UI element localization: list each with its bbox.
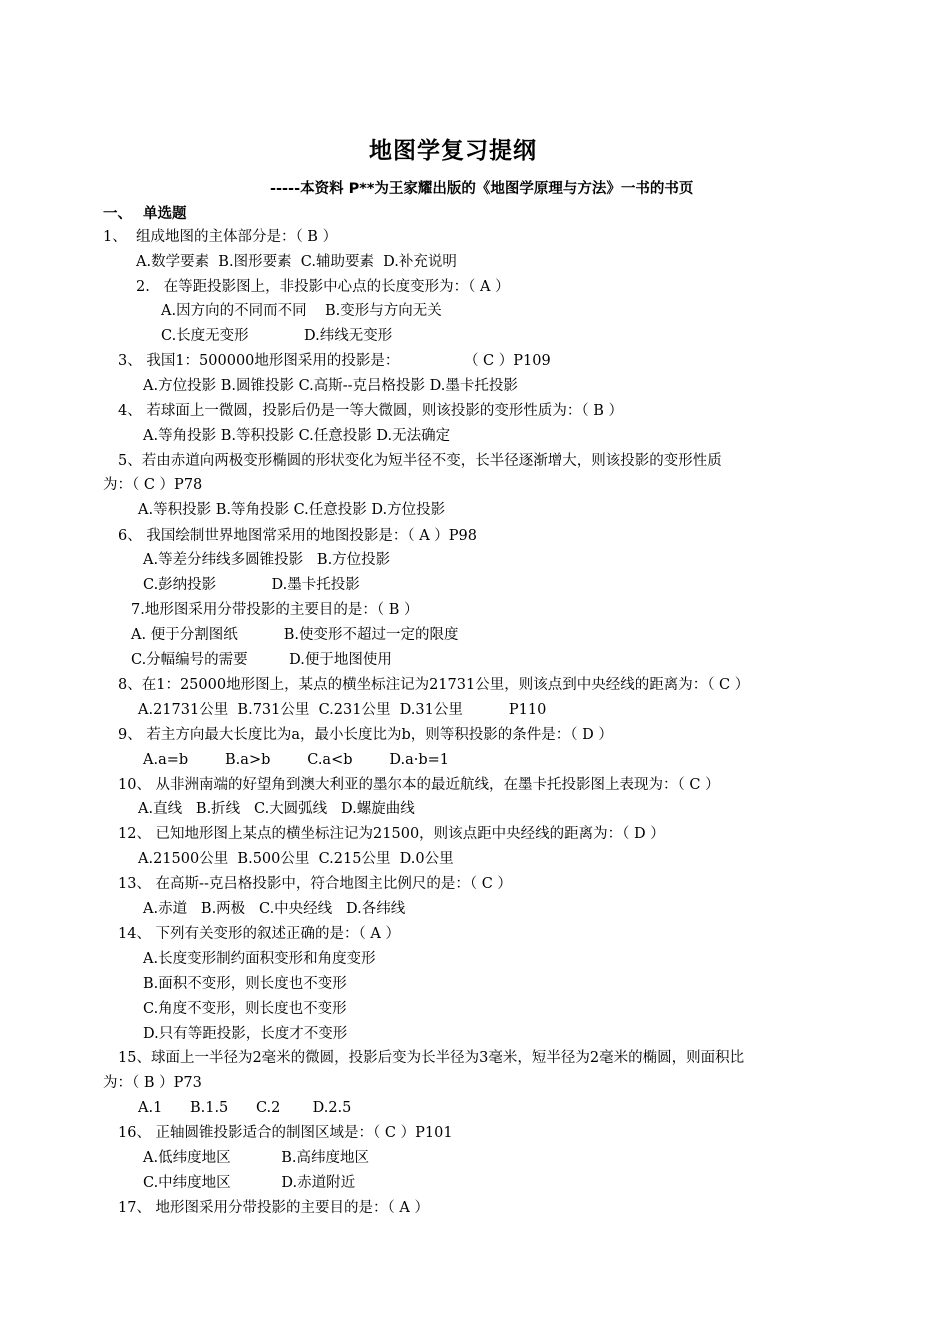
section-label: 单选题 — [143, 206, 187, 222]
question-line: 为：（ B ）P73 — [103, 1075, 202, 1091]
option-line: C.角度不变形，则长度也不变形 — [143, 1001, 347, 1017]
option-line: A.等积投影 B.等角投影 C.任意投影 D.方位投影 — [138, 502, 446, 518]
section-number: 一、 — [103, 206, 132, 222]
question-line: 4、 若球面上一微圆，投影后仍是一等大微圆，则该投影的变形性质为：（ B ） — [118, 403, 623, 419]
question-line: 13、 在高斯--克吕格投影中，符合地图主比例尺的是：（ C ） — [118, 876, 512, 892]
option-line: A.长度变形制约面积变形和角度变形 — [143, 951, 376, 967]
question-line: 14、 下列有关变形的叙述正确的是：（ A ） — [118, 926, 400, 942]
option-line: C.分幅编号的需要 D.便于地图使用 — [131, 652, 392, 668]
option-line: A.直线 B.折线 C.大圆弧线 D.螺旋曲线 — [138, 801, 415, 817]
option-line: A.21731公里 B.731公里 C.231公里 D.31公里 P110 — [138, 702, 547, 718]
option-line: A.低纬度地区 B.高纬度地区 — [143, 1150, 370, 1166]
option-line: A.赤道 B.两极 C.中央经线 D.各纬线 — [143, 901, 406, 917]
question-line: 8、在1：25000地形图上，某点的横坐标注记为21731公里，则该点到中央经线的距离为：（ C ） — [118, 677, 750, 693]
question-line: 12、 已知地形图上某点的横坐标注记为21500，则该点距中央经线的距离为：（ D ） — [118, 826, 665, 842]
question-line: 15、球面上一半径为2毫米的微圆，投影后变为长半径为3毫米，短半径为2毫米的椭圆，则面积比 — [118, 1050, 745, 1066]
question-line: 9、 若主方向最大长度比为a，最小长度比为b，则等积投影的条件是：（ D ） — [118, 727, 613, 743]
option-line: A.21500公里 B.500公里 C.215公里 D.0公里 — [138, 851, 454, 867]
option-line: D.只有等距投影，长度才不变形 — [143, 1026, 348, 1042]
question-line: 10、 从非洲南端的好望角到澳大利亚的墨尔本的最近航线，在墨卡托投影图上表现为：（ C ） — [118, 777, 720, 793]
option-line: C.彭纳投影 D.墨卡托投影 — [143, 577, 360, 593]
option-line: A.等差分纬线多圆锥投影 B.方位投影 — [143, 552, 391, 568]
option-line: C.长度无变形 D.纬线无变形 — [161, 328, 393, 344]
option-line: A.a=b B.a>b C.a<b D.a·b=1 — [143, 752, 450, 768]
option-line: A.数学要素 B.图形要素 C.辅助要素 D.补充说明 — [136, 254, 457, 270]
question-line: 17、 地形图采用分带投影的主要目的是：（ A ） — [118, 1200, 429, 1216]
option-line: A.因方向的不同而不同 B.变形与方向无关 — [161, 303, 442, 319]
option-line: A. 便于分割图纸 B.使变形不超过一定的限度 — [131, 627, 459, 643]
question-line: 1、 组成地图的主体部分是：（ B ） — [103, 229, 338, 245]
question-line: 5、若由赤道向两极变形椭圆的形状变化为短半径不变，长半径逐渐增大，则该投影的变形性质 — [118, 453, 722, 469]
question-line: 6、 我国绘制世界地图常采用的地图投影是：（ A ）P98 — [118, 528, 477, 544]
question-line: 7.地形图采用分带投影的主要目的是：（ B ） — [131, 602, 419, 618]
option-line: A.等角投影 B.等积投影 C.任意投影 D.无法确定 — [143, 428, 451, 444]
document-title: 地图学复习提纲 — [369, 138, 537, 164]
option-line: A.1 B.1.5 C.2 D.2.5 — [138, 1100, 352, 1116]
question-line: 16、 正轴圆锥投影适合的制图区域是：（ C ）P101 — [118, 1125, 453, 1141]
document-subtitle: -----本资料 P**为王家耀出版的《地图学原理与方法》一书的书页 — [270, 181, 694, 197]
option-line: B.面积不变形，则长度也不变形 — [143, 976, 347, 992]
option-line: C.中纬度地区 D.赤道附近 — [143, 1175, 356, 1191]
section-heading — [103, 202, 187, 223]
question-line: 为：（ C ）P78 — [103, 477, 203, 493]
question-line: 2. 在等距投影图上，非投影中心点的长度变形为：（ A ） — [136, 279, 510, 295]
option-line: A.方位投影 B.圆锥投影 C.高斯--克吕格投影 D.墨卡托投影 — [143, 378, 518, 394]
question-line: 3、 我国1：500000地形图采用的投影是： （ C ）P109 — [118, 353, 551, 369]
